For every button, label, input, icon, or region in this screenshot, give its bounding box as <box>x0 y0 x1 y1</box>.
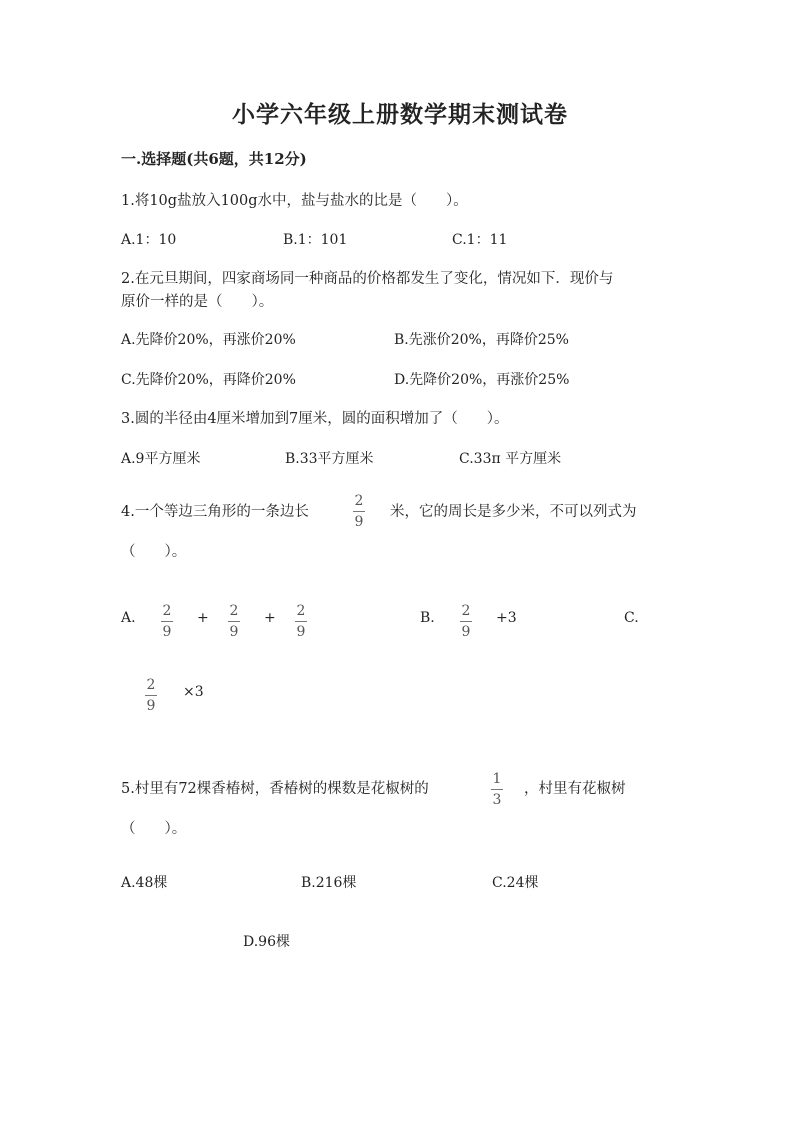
question-1-option-b: B.1：101 <box>283 232 348 248</box>
question-4-option-c-tail: ×3 <box>183 684 204 700</box>
question-4-option-a-fraction-1 <box>161 604 173 639</box>
question-1-option-c: C.1：11 <box>452 232 508 248</box>
plus-sign: + <box>197 610 209 626</box>
question-5-fraction <box>491 772 503 807</box>
question-5-option-d: D.96棵 <box>243 934 290 950</box>
question-2-option-c: C.先降价20%，再降价20% <box>121 372 296 388</box>
question-4-option-a-label: A. <box>121 610 136 626</box>
fraction-numerator: 2 <box>146 677 156 693</box>
question-3-option-b: B.33平方厘米 <box>285 451 374 467</box>
plus-sign: + <box>264 610 276 626</box>
question-5-option-c: C.24棵 <box>492 875 539 891</box>
fraction-numerator: 2 <box>461 603 471 619</box>
question-5-prefix: 5.村里有72棵香椿树，香椿树的棵数是花椒树的 <box>121 781 429 797</box>
page-title: 小学六年级上册数学期末测试卷 <box>232 101 568 128</box>
question-4-prefix: 4.一个等边三角形的一条边长 <box>121 504 309 520</box>
question-4-option-a-fraction-3 <box>295 604 307 639</box>
question-4-option-c-label: C. <box>624 610 639 626</box>
question-5-suffix: ，村里有花椒树 <box>524 781 626 797</box>
fraction-denominator: 3 <box>492 792 502 808</box>
question-4-option-b-tail: +3 <box>496 610 517 626</box>
fraction-numerator: 2 <box>229 603 239 619</box>
question-4-option-a-fraction-2 <box>228 604 240 639</box>
question-4-suffix: 米，它的周长是多少米，不可以列式为 <box>390 504 637 520</box>
question-2-option-a: A.先降价20%，再涨价20% <box>121 332 296 348</box>
fraction-numerator: 2 <box>162 603 172 619</box>
question-4-fraction <box>353 494 365 529</box>
fraction-numerator: 2 <box>296 603 306 619</box>
question-2-line-2: 原价一样的是（ ）。 <box>121 294 274 310</box>
question-5-line-2: （ ）。 <box>121 821 187 837</box>
fraction-numerator: 2 <box>354 493 364 509</box>
question-3-text: 3.圆的半径由4厘米增加到7厘米，圆的面积增加了（ ）。 <box>121 411 509 427</box>
fraction-denominator: 9 <box>229 624 239 640</box>
fraction-denominator: 9 <box>162 624 172 640</box>
question-1-option-a: A.1：10 <box>121 232 177 248</box>
fraction-denominator: 9 <box>296 624 306 640</box>
question-4-line-2: （ ）。 <box>121 544 187 560</box>
question-3-option-a: A.9平方厘米 <box>121 451 201 467</box>
question-2-option-b: B.先涨价20%，再降价25% <box>394 332 569 348</box>
fraction-denominator: 9 <box>354 514 364 530</box>
section-heading: 一.选择题(共6题，共12分) <box>121 150 307 168</box>
question-4-option-b-label: B. <box>420 610 435 626</box>
question-3-option-c: C.33π 平方厘米 <box>459 451 562 467</box>
question-4-option-c-fraction <box>145 678 157 713</box>
fraction-numerator: 1 <box>492 771 502 787</box>
question-5-option-a: A.48棵 <box>121 875 168 891</box>
fraction-denominator: 9 <box>461 624 471 640</box>
question-2-line-1: 2.在元旦期间，四家商场同一种商品的价格都发生了变化，情况如下．现价与 <box>121 271 614 287</box>
fraction-denominator: 9 <box>146 698 156 714</box>
question-2-option-d: D.先降价20%，再涨价25% <box>394 372 570 388</box>
question-4-option-b-fraction <box>460 604 472 639</box>
question-1-text: 1.将10g盐放入100g水中，盐与盐水的比是（ ）。 <box>121 193 468 209</box>
question-5-option-b: B.216棵 <box>301 875 357 891</box>
